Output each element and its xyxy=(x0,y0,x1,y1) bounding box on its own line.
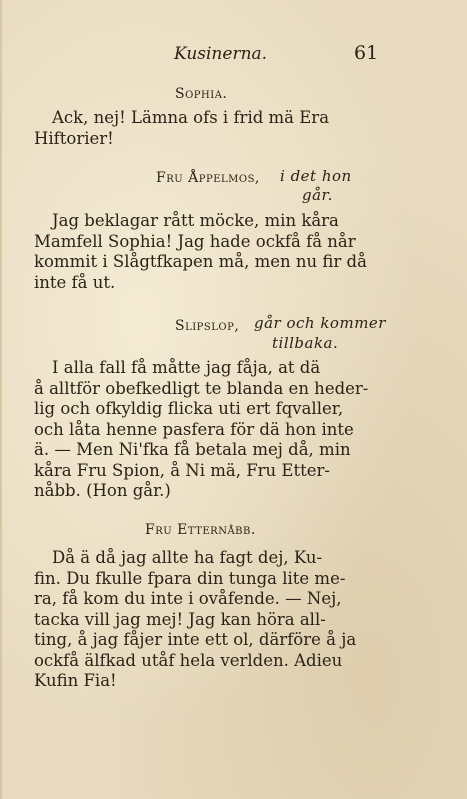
page-number: 61 xyxy=(354,42,379,64)
text-line: nåbb. (Hon går.) xyxy=(34,481,171,500)
speaker-fru-etternabb: Fru Etternåbb. xyxy=(145,522,256,538)
speech-slipslop xyxy=(34,358,369,502)
text-line: Jag beklagar rått möcke, min kåra xyxy=(52,211,339,230)
stage-direction: i det hon xyxy=(280,167,352,185)
speaker-slipslop: Slipslop, xyxy=(175,318,240,334)
running-head: Kusinerna. xyxy=(174,44,268,64)
text-line: lig och ofkyldig flicka uti ert fqvaller, xyxy=(34,399,344,418)
text-line: I alla fall få måtte jag fåja, at dä xyxy=(52,358,321,377)
text-line: Mamfell Sophia! Jag hade ockfå få når xyxy=(34,231,356,251)
page-header xyxy=(2,44,467,68)
stage-direction: går. xyxy=(302,186,333,204)
text-line: inte få ut. xyxy=(34,272,116,292)
text-line: fin. Du fkulle fpara din tunga lite me- xyxy=(34,568,346,588)
text-line: Kufin Fia! xyxy=(34,671,117,690)
text-line: och låta henne pasfera för dä hon inte xyxy=(34,419,354,439)
stage-direction: går och kommer xyxy=(254,314,386,332)
text-line: kommit i Slågtfkapen må, men nu fir då xyxy=(34,252,367,271)
speech-fru-appelmos xyxy=(34,211,367,293)
speaker-sophia: Sophia. xyxy=(175,86,228,102)
text-line: ra, få kom du inte i ovåfende. — Nej, xyxy=(34,589,342,608)
text-line: ä. — Men Ni'fka få betala mej då, min xyxy=(34,440,351,459)
text-line: Ack, nej! Lämna ofs i frid mä Era xyxy=(52,108,330,127)
text-line: Då ä då jag allte ha fagt dej, Ku- xyxy=(52,548,323,567)
text-line: kåra Fru Spion, å Ni mä, Fru Etter- xyxy=(34,460,330,480)
text-line: tacka vill jag mej! Jag kan höra all- xyxy=(34,609,326,629)
stage-direction: tillbaka. xyxy=(272,334,339,352)
text-line: å alltför obefkedligt te blanda en heder- xyxy=(34,378,369,398)
text-line: Hiftorier! xyxy=(34,128,114,148)
text-line: ting, å jag fåjer inte ett ol, därföre å ja xyxy=(34,630,357,649)
speaker-fru-appelmos: Fru Åppelmos, xyxy=(156,170,260,186)
speech-fru-etternabb xyxy=(34,548,364,692)
text-line: ockfå älfkad utåf hela verlden. Adieu xyxy=(34,650,343,670)
speech-sophia xyxy=(34,108,364,149)
